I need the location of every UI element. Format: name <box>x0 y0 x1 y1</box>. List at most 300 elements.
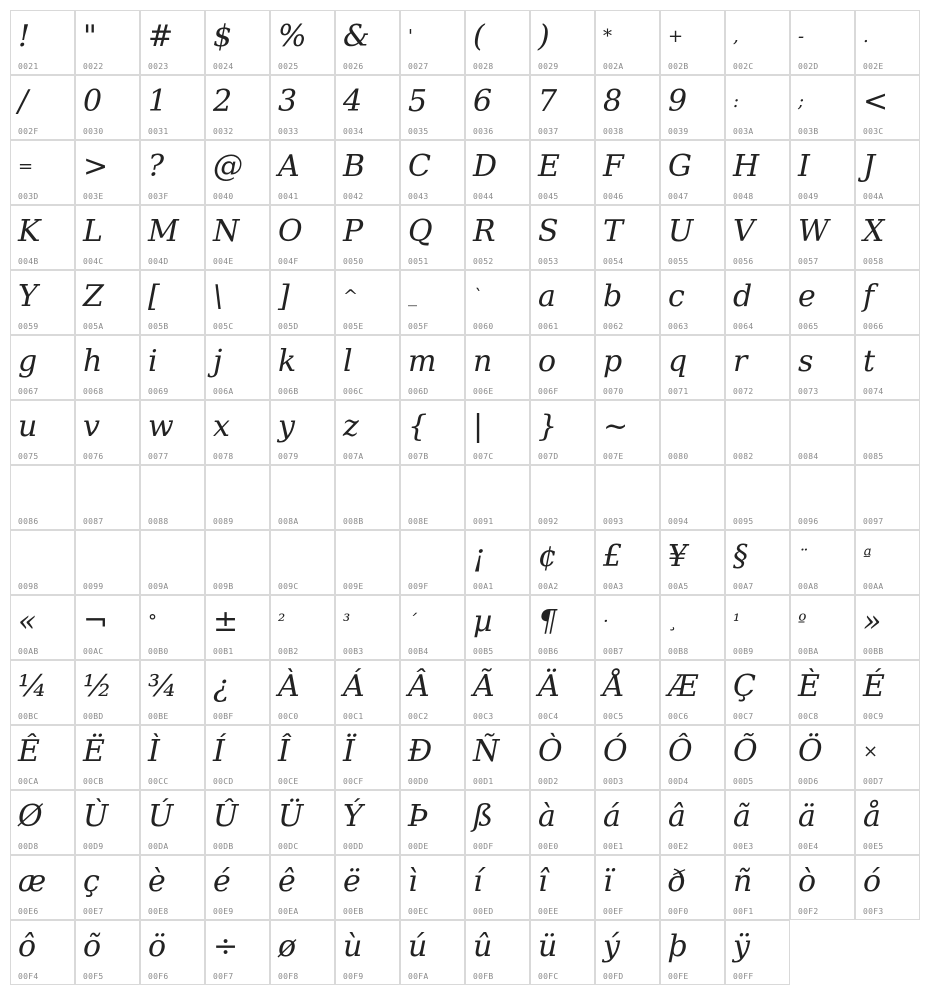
glyph-cell[interactable] <box>400 75 465 140</box>
glyph-char: I <box>798 149 810 184</box>
glyph-code: 00F3 <box>863 907 884 916</box>
glyph-cell[interactable] <box>465 595 530 660</box>
glyph-cell[interactable] <box>140 205 205 270</box>
glyph-cell[interactable] <box>335 335 400 400</box>
glyph-code: 0079 <box>278 452 299 461</box>
glyph-code: 002A <box>603 62 624 71</box>
glyph-cell[interactable] <box>10 10 75 75</box>
glyph-char: U <box>668 214 694 249</box>
glyph-char: « <box>18 604 37 639</box>
glyph-cell[interactable] <box>530 595 595 660</box>
glyph-cell[interactable] <box>465 10 530 75</box>
glyph-cell[interactable] <box>465 400 530 465</box>
glyph-char: ¸ <box>668 611 677 632</box>
glyph-code: 0068 <box>83 387 104 396</box>
glyph-cell[interactable] <box>270 75 335 140</box>
glyph-cell[interactable] <box>660 790 725 855</box>
glyph-char: Ê <box>18 734 40 769</box>
glyph-code: 0044 <box>473 192 494 201</box>
glyph-cell[interactable] <box>855 140 920 205</box>
glyph-cell[interactable] <box>75 335 140 400</box>
glyph-code: 0045 <box>538 192 559 201</box>
glyph-cell[interactable] <box>465 465 530 530</box>
glyph-cell[interactable] <box>790 530 855 595</box>
glyph-cell[interactable] <box>725 140 790 205</box>
glyph-cell[interactable] <box>10 465 75 530</box>
glyph-cell[interactable] <box>725 205 790 270</box>
glyph-cell[interactable] <box>660 140 725 205</box>
glyph-cell[interactable] <box>660 595 725 660</box>
glyph-cell[interactable] <box>595 595 660 660</box>
glyph-code: 0052 <box>473 257 494 266</box>
glyph-cell[interactable] <box>790 10 855 75</box>
glyph-cell[interactable] <box>465 140 530 205</box>
glyph-cell[interactable] <box>270 855 335 920</box>
glyph-cell[interactable] <box>595 10 660 75</box>
glyph-code: 00D1 <box>473 777 494 786</box>
glyph-cell[interactable] <box>725 595 790 660</box>
glyph-cell[interactable] <box>725 920 790 985</box>
glyph-cell[interactable] <box>10 725 75 790</box>
glyph-char: À <box>278 669 300 704</box>
glyph-cell[interactable] <box>790 140 855 205</box>
glyph-cell[interactable] <box>335 855 400 920</box>
glyph-cell[interactable] <box>335 790 400 855</box>
glyph-cell[interactable] <box>855 660 920 725</box>
glyph-cell[interactable] <box>725 400 790 465</box>
glyph-cell[interactable] <box>335 465 400 530</box>
glyph-char: V <box>733 214 755 249</box>
glyph-char <box>11 535 66 579</box>
glyph-cell[interactable] <box>400 205 465 270</box>
glyph-code: 0046 <box>603 192 624 201</box>
glyph-code: 004F <box>278 257 299 266</box>
glyph-cell[interactable] <box>595 205 660 270</box>
glyph-cell[interactable] <box>725 10 790 75</box>
glyph-cell[interactable] <box>140 920 205 985</box>
glyph-cell[interactable] <box>400 790 465 855</box>
glyph-cell[interactable] <box>400 335 465 400</box>
glyph-char: ã <box>733 799 751 834</box>
glyph-char: / <box>18 84 29 119</box>
glyph-char: N <box>213 214 240 249</box>
glyph-cell[interactable] <box>465 270 530 335</box>
glyph-cell[interactable] <box>855 205 920 270</box>
glyph-cell[interactable] <box>335 270 400 335</box>
glyph-cell[interactable] <box>660 725 725 790</box>
glyph-cell[interactable] <box>335 400 400 465</box>
glyph-cell[interactable] <box>530 75 595 140</box>
glyph-code: 0051 <box>408 257 429 266</box>
glyph-code: 0087 <box>83 517 104 526</box>
glyph-cell[interactable] <box>10 205 75 270</box>
glyph-cell[interactable] <box>790 270 855 335</box>
glyph-cell[interactable] <box>530 270 595 335</box>
glyph-cell[interactable] <box>660 335 725 400</box>
glyph-char: b <box>603 279 623 314</box>
glyph-cell[interactable] <box>595 725 660 790</box>
glyph-cell[interactable] <box>205 75 270 140</box>
glyph-cell[interactable] <box>205 400 270 465</box>
glyph-cell[interactable] <box>140 270 205 335</box>
glyph-cell[interactable] <box>660 530 725 595</box>
glyph-cell[interactable] <box>465 920 530 985</box>
glyph-cell[interactable] <box>855 790 920 855</box>
glyph-cell[interactable] <box>335 530 400 595</box>
glyph-cell[interactable] <box>725 855 790 920</box>
glyph-code: 008A <box>278 517 299 526</box>
glyph-char: C <box>408 149 431 184</box>
glyph-char <box>661 405 716 449</box>
glyph-cell[interactable] <box>790 335 855 400</box>
glyph-char <box>206 470 261 514</box>
glyph-code: 0025 <box>278 62 299 71</box>
glyph-code: 00BF <box>213 712 234 721</box>
glyph-cell[interactable] <box>725 75 790 140</box>
glyph-cell[interactable] <box>270 595 335 660</box>
glyph-code: 002E <box>863 62 884 71</box>
glyph-code: 0089 <box>213 517 234 526</box>
glyph-cell[interactable] <box>855 400 920 465</box>
glyph-char: Â <box>408 669 430 704</box>
glyph-code: 00C0 <box>278 712 299 721</box>
glyph-cell[interactable] <box>75 855 140 920</box>
glyph-cell[interactable] <box>140 10 205 75</box>
glyph-char: l <box>343 344 353 379</box>
glyph-cell[interactable] <box>660 10 725 75</box>
glyph-cell[interactable] <box>595 75 660 140</box>
glyph-cell[interactable] <box>855 465 920 530</box>
glyph-code: 00DB <box>213 842 234 851</box>
glyph-code: 0040 <box>213 192 234 201</box>
glyph-cell[interactable] <box>140 855 205 920</box>
glyph-cell[interactable] <box>855 725 920 790</box>
glyph-code: 008B <box>343 517 364 526</box>
glyph-cell[interactable] <box>530 400 595 465</box>
glyph-cell[interactable] <box>530 140 595 205</box>
glyph-cell[interactable] <box>530 205 595 270</box>
glyph-cell[interactable] <box>270 660 335 725</box>
glyph-char: þ <box>668 929 688 964</box>
glyph-cell[interactable] <box>140 140 205 205</box>
glyph-cell[interactable] <box>10 75 75 140</box>
glyph-cell[interactable] <box>660 920 725 985</box>
glyph-cell[interactable] <box>75 400 140 465</box>
glyph-cell[interactable] <box>855 335 920 400</box>
glyph-char: Æ <box>668 669 699 704</box>
glyph-cell[interactable] <box>660 400 725 465</box>
glyph-cell[interactable] <box>205 335 270 400</box>
glyph-char: Ö <box>798 734 823 769</box>
glyph-cell[interactable] <box>595 140 660 205</box>
glyph-code: 008E <box>408 517 429 526</box>
glyph-char: m <box>408 344 437 379</box>
glyph-char: ^ <box>343 286 359 307</box>
glyph-cell[interactable] <box>400 270 465 335</box>
glyph-cell[interactable] <box>10 920 75 985</box>
glyph-code: 00D2 <box>538 777 559 786</box>
glyph-cell[interactable] <box>205 205 270 270</box>
glyph-cell[interactable] <box>725 530 790 595</box>
glyph-cell[interactable] <box>725 725 790 790</box>
glyph-cell[interactable] <box>855 75 920 140</box>
glyph-cell[interactable] <box>270 725 335 790</box>
glyph-cell[interactable] <box>140 790 205 855</box>
glyph-cell[interactable] <box>790 400 855 465</box>
glyph-cell[interactable] <box>660 75 725 140</box>
glyph-cell[interactable] <box>205 10 270 75</box>
glyph-char: : <box>733 91 740 112</box>
glyph-char: _ <box>408 286 417 307</box>
glyph-cell[interactable] <box>205 790 270 855</box>
glyph-code: 0033 <box>278 127 299 136</box>
glyph-code: 00C9 <box>863 712 884 721</box>
glyph-char: ¶ <box>538 604 558 639</box>
glyph-cell[interactable] <box>205 140 270 205</box>
glyph-cell[interactable] <box>270 465 335 530</box>
glyph-char: v <box>83 409 100 444</box>
glyph-code: 0030 <box>83 127 104 136</box>
glyph-cell[interactable] <box>140 595 205 660</box>
glyph-cell[interactable] <box>465 790 530 855</box>
glyph-cell[interactable] <box>205 595 270 660</box>
glyph-cell[interactable] <box>660 855 725 920</box>
glyph-code: 0056 <box>733 257 754 266</box>
glyph-cell[interactable] <box>75 920 140 985</box>
glyph-cell[interactable] <box>530 725 595 790</box>
glyph-cell[interactable] <box>335 10 400 75</box>
glyph-cell[interactable] <box>855 10 920 75</box>
glyph-char: Í <box>213 734 225 769</box>
glyph-cell[interactable] <box>75 595 140 660</box>
glyph-cell[interactable] <box>790 725 855 790</box>
glyph-char: s <box>798 344 814 379</box>
glyph-cell[interactable] <box>205 855 270 920</box>
glyph-cell[interactable] <box>595 660 660 725</box>
glyph-cell[interactable] <box>205 465 270 530</box>
glyph-cell[interactable] <box>75 10 140 75</box>
glyph-cell[interactable] <box>10 335 75 400</box>
glyph-cell[interactable] <box>530 855 595 920</box>
glyph-cell[interactable] <box>270 335 335 400</box>
glyph-cell[interactable] <box>595 855 660 920</box>
glyph-cell[interactable] <box>10 270 75 335</box>
glyph-cell[interactable] <box>270 140 335 205</box>
glyph-cell[interactable] <box>270 10 335 75</box>
glyph-cell[interactable] <box>140 660 205 725</box>
glyph-char: o <box>538 344 557 379</box>
glyph-cell[interactable] <box>790 205 855 270</box>
glyph-cell[interactable] <box>855 855 920 920</box>
glyph-cell[interactable] <box>140 400 205 465</box>
glyph-cell[interactable] <box>75 530 140 595</box>
glyph-cell[interactable] <box>855 595 920 660</box>
glyph-cell[interactable] <box>205 270 270 335</box>
glyph-code: 00C1 <box>343 712 364 721</box>
glyph-char: B <box>343 149 366 184</box>
glyph-cell[interactable] <box>725 465 790 530</box>
glyph-cell[interactable] <box>465 530 530 595</box>
glyph-code: 0073 <box>798 387 819 396</box>
glyph-cell[interactable] <box>335 725 400 790</box>
glyph-cell[interactable] <box>530 660 595 725</box>
glyph-cell[interactable] <box>400 595 465 660</box>
glyph-code: 00D9 <box>83 842 104 851</box>
glyph-cell[interactable] <box>75 725 140 790</box>
glyph-cell[interactable] <box>790 465 855 530</box>
glyph-code: 006B <box>278 387 299 396</box>
glyph-cell[interactable] <box>335 920 400 985</box>
glyph-char <box>726 405 781 449</box>
glyph-char: Õ <box>733 734 758 769</box>
glyph-char: < <box>863 84 889 119</box>
glyph-cell[interactable] <box>790 855 855 920</box>
glyph-code: 00D5 <box>733 777 754 786</box>
glyph-cell[interactable] <box>270 530 335 595</box>
glyph-cell[interactable] <box>400 465 465 530</box>
glyph-cell[interactable] <box>790 660 855 725</box>
glyph-cell[interactable] <box>660 270 725 335</box>
glyph-cell[interactable] <box>10 530 75 595</box>
glyph-cell[interactable] <box>595 400 660 465</box>
glyph-cell[interactable] <box>595 920 660 985</box>
glyph-cell[interactable] <box>465 205 530 270</box>
glyph-cell[interactable] <box>10 855 75 920</box>
glyph-code: 0064 <box>733 322 754 331</box>
glyph-code: 00F1 <box>733 907 754 916</box>
glyph-code: 00B7 <box>603 647 624 656</box>
glyph-cell[interactable] <box>595 270 660 335</box>
glyph-char: á <box>603 799 621 834</box>
glyph-cell[interactable] <box>530 530 595 595</box>
glyph-cell[interactable] <box>725 335 790 400</box>
glyph-cell[interactable] <box>335 205 400 270</box>
glyph-cell[interactable] <box>400 400 465 465</box>
glyph-cell[interactable] <box>465 660 530 725</box>
glyph-cell[interactable] <box>400 660 465 725</box>
glyph-char <box>531 470 586 514</box>
glyph-char: w <box>148 409 174 444</box>
glyph-cell[interactable] <box>75 75 140 140</box>
glyph-cell[interactable] <box>595 530 660 595</box>
glyph-cell[interactable] <box>465 75 530 140</box>
glyph-cell[interactable] <box>855 270 920 335</box>
glyph-cell[interactable] <box>400 725 465 790</box>
glyph-cell[interactable] <box>140 75 205 140</box>
glyph-char: Þ <box>408 799 429 834</box>
glyph-cell[interactable] <box>595 335 660 400</box>
glyph-cell[interactable] <box>530 790 595 855</box>
glyph-char: D <box>473 149 498 184</box>
glyph-char <box>206 535 261 579</box>
glyph-cell[interactable] <box>140 530 205 595</box>
glyph-cell[interactable] <box>75 140 140 205</box>
glyph-cell[interactable] <box>335 75 400 140</box>
glyph-cell[interactable] <box>400 530 465 595</box>
glyph-cell[interactable] <box>855 530 920 595</box>
glyph-cell[interactable] <box>10 400 75 465</box>
glyph-cell[interactable] <box>725 270 790 335</box>
glyph-cell[interactable] <box>10 790 75 855</box>
glyph-cell[interactable] <box>10 595 75 660</box>
glyph-cell[interactable] <box>75 660 140 725</box>
glyph-cell[interactable] <box>790 595 855 660</box>
glyph-char: H <box>733 149 760 184</box>
glyph-cell[interactable] <box>725 790 790 855</box>
glyph-cell[interactable] <box>400 140 465 205</box>
glyph-cell[interactable] <box>465 855 530 920</box>
glyph-char: ` <box>473 286 482 307</box>
glyph-cell[interactable] <box>270 400 335 465</box>
glyph-cell[interactable] <box>660 205 725 270</box>
glyph-cell[interactable] <box>205 660 270 725</box>
glyph-cell[interactable] <box>790 75 855 140</box>
glyph-cell[interactable] <box>75 205 140 270</box>
glyph-cell[interactable] <box>400 10 465 75</box>
glyph-cell[interactable] <box>10 140 75 205</box>
glyph-cell[interactable] <box>205 920 270 985</box>
glyph-cell[interactable] <box>465 335 530 400</box>
glyph-code: 00DF <box>473 842 494 851</box>
glyph-cell[interactable] <box>595 790 660 855</box>
glyph-cell[interactable] <box>335 140 400 205</box>
glyph-cell[interactable] <box>595 465 660 530</box>
glyph-code: 0059 <box>18 322 39 331</box>
glyph-cell[interactable] <box>10 660 75 725</box>
glyph-code: 00CB <box>83 777 104 786</box>
glyph-cell[interactable] <box>205 725 270 790</box>
glyph-code: 005E <box>343 322 364 331</box>
glyph-code: 00A7 <box>733 582 754 591</box>
glyph-cell[interactable] <box>530 465 595 530</box>
glyph-cell[interactable] <box>270 790 335 855</box>
glyph-cell[interactable] <box>270 205 335 270</box>
glyph-cell[interactable] <box>75 790 140 855</box>
glyph-cell[interactable] <box>400 855 465 920</box>
glyph-char: O <box>278 214 303 249</box>
glyph-code: 00A8 <box>798 582 819 591</box>
glyph-cell[interactable] <box>140 465 205 530</box>
glyph-cell[interactable] <box>530 335 595 400</box>
glyph-char <box>141 470 196 514</box>
glyph-char: { <box>408 409 428 444</box>
glyph-cell[interactable] <box>335 595 400 660</box>
glyph-cell[interactable] <box>530 10 595 75</box>
glyph-code: 00D7 <box>863 777 884 786</box>
glyph-cell[interactable] <box>530 920 595 985</box>
glyph-cell[interactable] <box>660 465 725 530</box>
glyph-code: 006C <box>343 387 364 396</box>
glyph-cell[interactable] <box>335 660 400 725</box>
glyph-char: , <box>733 26 739 47</box>
glyph-cell[interactable] <box>140 725 205 790</box>
glyph-cell[interactable] <box>205 530 270 595</box>
glyph-cell[interactable] <box>725 660 790 725</box>
glyph-cell[interactable] <box>75 270 140 335</box>
glyph-cell[interactable] <box>465 725 530 790</box>
glyph-cell[interactable] <box>400 920 465 985</box>
glyph-code: 006D <box>408 387 429 396</box>
glyph-cell[interactable] <box>140 335 205 400</box>
glyph-code: 00D4 <box>668 777 689 786</box>
glyph-cell[interactable] <box>660 660 725 725</box>
glyph-cell[interactable] <box>790 790 855 855</box>
glyph-code: 0097 <box>863 517 884 526</box>
glyph-cell[interactable] <box>270 920 335 985</box>
glyph-cell[interactable] <box>270 270 335 335</box>
glyph-code: 0070 <box>603 387 624 396</box>
glyph-cell[interactable] <box>75 465 140 530</box>
